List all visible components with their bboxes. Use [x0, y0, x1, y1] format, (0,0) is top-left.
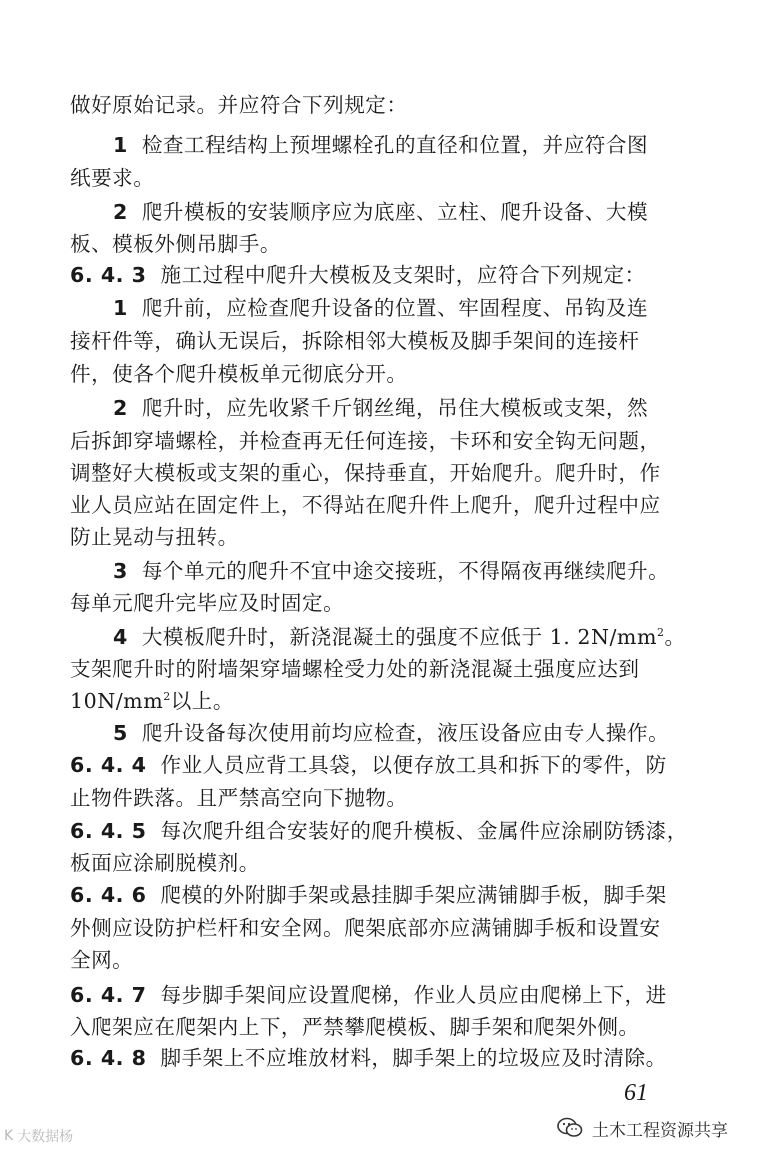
- text-content: 每步脚手架间应设置爬梯，作业人员应由爬梯上下，进: [160, 983, 667, 1007]
- text-content: 每个单元的爬升不宜中途交接班，不得隔夜再继续爬升。: [141, 559, 670, 583]
- text-content: 入爬架应在爬架内上下，严禁攀爬模板、脚手架和爬架外侧。: [70, 1015, 640, 1039]
- item-number: 3: [113, 559, 128, 583]
- list-item: [113, 556, 703, 586]
- text-line: [70, 588, 700, 618]
- item-number: 5: [113, 721, 128, 745]
- list-item: [113, 622, 703, 652]
- section-line: [70, 880, 700, 910]
- text-content: 大模板爬升时，新浇混凝土的强度不应低于 1. 2N/mm: [141, 625, 657, 649]
- text-content: 后拆卸穿墙螺栓，并检查再无任何连接，卡环和安全钩无问题，: [70, 429, 661, 453]
- text-content: 全网。: [70, 948, 134, 972]
- text-content: 接杆件等，确认无误后，拆除相邻大模板及脚手架间的连接杆: [70, 329, 640, 353]
- text-content: 爬升时，应先收紧千斤钢丝绳，吊住大模板或支架，然: [141, 396, 649, 420]
- list-item: [113, 293, 703, 323]
- item-number: 1: [113, 133, 128, 157]
- text-content: 每次爬升组合安装好的爬升模板、金属件应涂刷防锈漆，: [160, 819, 688, 843]
- wechat-watermark: [556, 1114, 728, 1142]
- item-number: 1: [113, 296, 128, 320]
- list-item: [113, 130, 703, 160]
- list-item: [113, 197, 703, 227]
- item-number: 2: [113, 200, 128, 224]
- text-content: 。: [664, 625, 686, 649]
- section-number: 6. 4. 5: [70, 819, 147, 843]
- text-content: 纸要求。: [70, 166, 155, 190]
- text-content: 每单元爬升完毕应及时固定。: [70, 591, 345, 615]
- watermark-text: 大数据杨: [17, 1129, 74, 1145]
- text-line: [70, 490, 700, 520]
- text-line: [70, 686, 700, 716]
- section-number: 6. 4. 8: [70, 1046, 147, 1070]
- text-content: 爬升前，应检查爬升设备的位置、牢固程度、吊钩及连: [141, 296, 649, 320]
- text-content: 业人员应站在固定件上，不得站在爬升件上爬升，爬升过程中应: [70, 493, 661, 517]
- section-number: 6. 4. 7: [70, 983, 147, 1007]
- text-content: 外侧应设防护栏杆和安全网。爬架底部亦应满铺脚手板和设置安: [70, 916, 661, 940]
- text-content: 支架爬升时的附墙架穿墙螺栓受力处的新浇混凝土强度应达到: [70, 657, 640, 681]
- wechat-icon: [556, 1116, 584, 1140]
- text-content: 爬升模板的安装顺序应为底座、立柱、爬升设备、大模: [141, 200, 649, 224]
- text-line: [70, 326, 700, 356]
- text-content: 爬升设备每次使用前均应检查，液压设备应由专人操作。: [141, 721, 670, 745]
- text-content: 件，使各个爬升模板单元彻底分开。: [70, 362, 408, 386]
- superscript: 2: [163, 690, 171, 704]
- list-item: [113, 718, 703, 748]
- text-line: [70, 522, 700, 552]
- text-content: 施工过程中爬升大模板及支架时，应符合下列规定：: [160, 263, 646, 287]
- text-content: 检查工程结构上预埋螺栓孔的直径和位置，并应符合图: [141, 133, 649, 157]
- text-content: 作业人员应背工具袋，以便存放工具和拆下的零件，防: [160, 753, 667, 777]
- text-content: 爬模的外附脚手架或悬挂脚手架应满铺脚手板，脚手架: [160, 883, 667, 907]
- page-number: 61: [624, 1080, 648, 1106]
- text-content: 调整好大模板或支架的重心，保持垂直，开始爬升。爬升时，作: [70, 461, 661, 485]
- section-line: [70, 260, 700, 290]
- text-line: [70, 783, 700, 813]
- text-line: [70, 654, 700, 684]
- text-content: 10N/mm: [70, 689, 164, 713]
- text-content: 脚手架上不应堆放材料，脚手架上的垃圾应及时清除。: [160, 1046, 667, 1070]
- corner-watermark: [4, 1126, 73, 1146]
- section-number: 6. 4. 3: [70, 263, 147, 287]
- section-line: [70, 750, 700, 780]
- watermark-logo-icon: K: [4, 1128, 14, 1144]
- text-content: 板、模板外侧吊脚手。: [70, 232, 281, 256]
- wechat-account-name: 土木工程资源共享: [592, 1120, 728, 1141]
- text-line: [70, 945, 700, 975]
- text-line: [70, 426, 700, 456]
- section-number: 6. 4. 4: [70, 753, 147, 777]
- item-number: 4: [113, 625, 128, 649]
- list-item: [113, 393, 703, 423]
- superscript: 2: [656, 626, 665, 640]
- section-line: [70, 1043, 700, 1073]
- section-line: [70, 816, 700, 846]
- text-line: [70, 359, 700, 389]
- text-content: 防止晃动与扭转。: [70, 525, 239, 549]
- text-line: [70, 90, 700, 120]
- text-content: 止物件跌落。且严禁高空向下抛物。: [70, 786, 408, 810]
- text-line: [70, 848, 700, 878]
- text-content: 板面应涂刷脱模剂。: [70, 851, 260, 875]
- text-line: [70, 913, 700, 943]
- text-content: 以上。: [170, 689, 234, 713]
- section-number: 6. 4. 6: [70, 883, 147, 907]
- text-line: [70, 1012, 700, 1042]
- text-line: [70, 163, 700, 193]
- text-content: 做好原始记录。并应符合下列规定：: [70, 93, 408, 117]
- text-line: [70, 229, 700, 259]
- section-line: [70, 980, 700, 1010]
- item-number: 2: [113, 396, 128, 420]
- text-line: [70, 458, 700, 488]
